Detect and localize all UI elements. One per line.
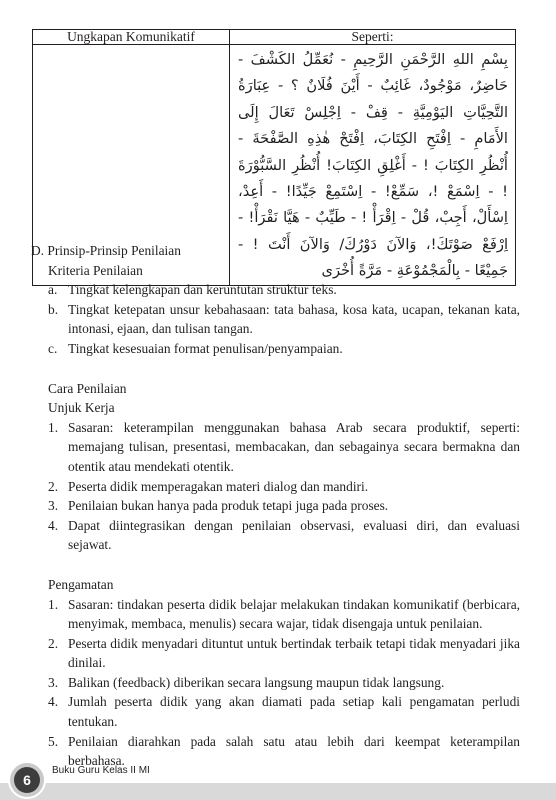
list-marker: 4. <box>48 694 59 710</box>
list-marker: 2. <box>48 635 59 651</box>
list-marker: b. <box>48 301 59 317</box>
list-marker: a. <box>48 282 58 298</box>
page-footer <box>0 760 556 800</box>
list-item-text: Sasaran: keterampilan menggunakan bahasa Arab secara produktif, seperti: memajang tulisan, presentasi, membacakan, dan sebagainya secara bermakna dan otentik atau mendekati otentik. <box>68 419 520 474</box>
list-item-text: Penilaian diarahkan pada salah satu atau lebih dari keempat keterampilan berbahasa. <box>68 733 520 769</box>
list-marker: 3. <box>48 498 59 514</box>
list-item-text: Dapat diintegrasikan dengan penilaian observasi, evaluasi diri, dan evaluasi sejawat. <box>68 517 520 553</box>
table-header-examples: Seperti: <box>230 30 516 45</box>
book-title: Buku Guru Kelas II MI <box>52 765 150 776</box>
footer-bar <box>0 783 556 800</box>
list-item <box>31 418 520 477</box>
table-header-expressions: Ungkapan Komunikatif <box>33 30 230 45</box>
list-item-text: Tingkat kelengkapan dan keruntutan struktur teks. <box>68 282 337 298</box>
subsection-title-performance: Unjuk Kerja <box>48 400 115 416</box>
page-number-badge: 6 <box>14 767 40 793</box>
list-item <box>31 496 520 516</box>
list-item-text: Sasaran: tindakan peserta didik belajar melakukan tindakan komunikatif (berbicara, menyimak, membaca, menulis) secara wajar, tidak disengaja untuk penilaian. <box>68 596 520 632</box>
list-marker: 3. <box>48 674 59 690</box>
list-item <box>31 595 520 634</box>
list-item-text: Tingkat kesesuaian format penulisan/penyampaian. <box>68 340 343 356</box>
list-item <box>31 673 520 693</box>
list-marker: 4. <box>48 517 59 533</box>
arabic-expressions-text: بِسْمِ اللهِ الرَّحْمَنِ الرَّحِيمِ - نُعَمِّلُ الكَشْفَ - حَاضِرٌ، مَوْجُودٌ، غَائِبٌ - أَيْنَ فُلَانٌ ؟ - عِبَارَةُ التَّحِيَّاتِ اليَوْمِيَّةِ - قِفْ - اِجْلِسْ تَعَالَ إِلَى الأَمَامِ - اِفْتَحِ الكِتَابَ، اِفْتَحْ هٰذِهِ الصَّفْحَةَ - أُنْظُرِ الكِتَابَ ! - أَغْلِقِ الكِتَابَ! أُنْظُرِ السَّبُّوْرَةَ ! - اِسْمَعْ !، سَمِّعْ! - اِسْتَمِعْ جَيِّدًا! - أَعِدْ، اِسْأَلْ، أَجِبْ، قُلْ - اِقْرَأْ ! - طَيِّبٌ - هَيَّا نَقْرَأْ! - اِرْفَعْ صَوْتَكَ!، وَالآنَ دَوْرُكَ/ وَالآنَ أَنْتَ ! - جَمِيْعًا - بِالْمَجْمُوْعَةِ - مَرَّةً أُخْرَى <box>238 51 508 280</box>
list-item-text: Jumlah peserta didik yang akan diamati pada setiap kali pengamatan perludi tentukan. <box>68 694 520 730</box>
list-marker: c. <box>48 340 58 356</box>
table-header-row <box>33 30 516 45</box>
main-content <box>31 241 520 771</box>
list-marker: 2. <box>48 478 59 494</box>
list-item <box>31 634 520 673</box>
list-item <box>31 339 520 359</box>
list-item <box>31 280 520 300</box>
subsection-title-method: Cara Penilaian <box>48 380 127 396</box>
list-item-text: Penilaian bukan hanya pada produk tetapi juga pada proses. <box>68 498 389 514</box>
list-item-text: Balikan (feedback) diberikan secara langsung maupun tidak langsung. <box>68 674 445 690</box>
list-item <box>31 477 520 497</box>
list-item-text: Peserta didik menyadari dituntut untuk bertindak terbaik tetapi tidak menyadari jika dinilai. <box>68 635 520 671</box>
list-item <box>31 516 520 555</box>
list-item <box>31 692 520 731</box>
list-marker: 1. <box>48 596 59 612</box>
list-marker: 1. <box>48 419 59 435</box>
section-title: D. Prinsip-Prinsip Penilaian <box>31 243 181 258</box>
subsection-title-observation: Pengamatan <box>48 576 114 592</box>
subsection-title-criteria: Kriteria Penilaian <box>48 262 143 278</box>
list-item-text: Tingkat ketepatan unsur kebahasaan: tata bahasa, kosa kata, ucapan, tekanan kata, intonasi, ejaan, dan tulisan tangan. <box>68 301 520 337</box>
list-marker: 5. <box>48 733 59 749</box>
list-item <box>31 300 520 339</box>
list-item-text: Peserta didik memperagakan materi dialog dan mandiri. <box>68 478 369 494</box>
